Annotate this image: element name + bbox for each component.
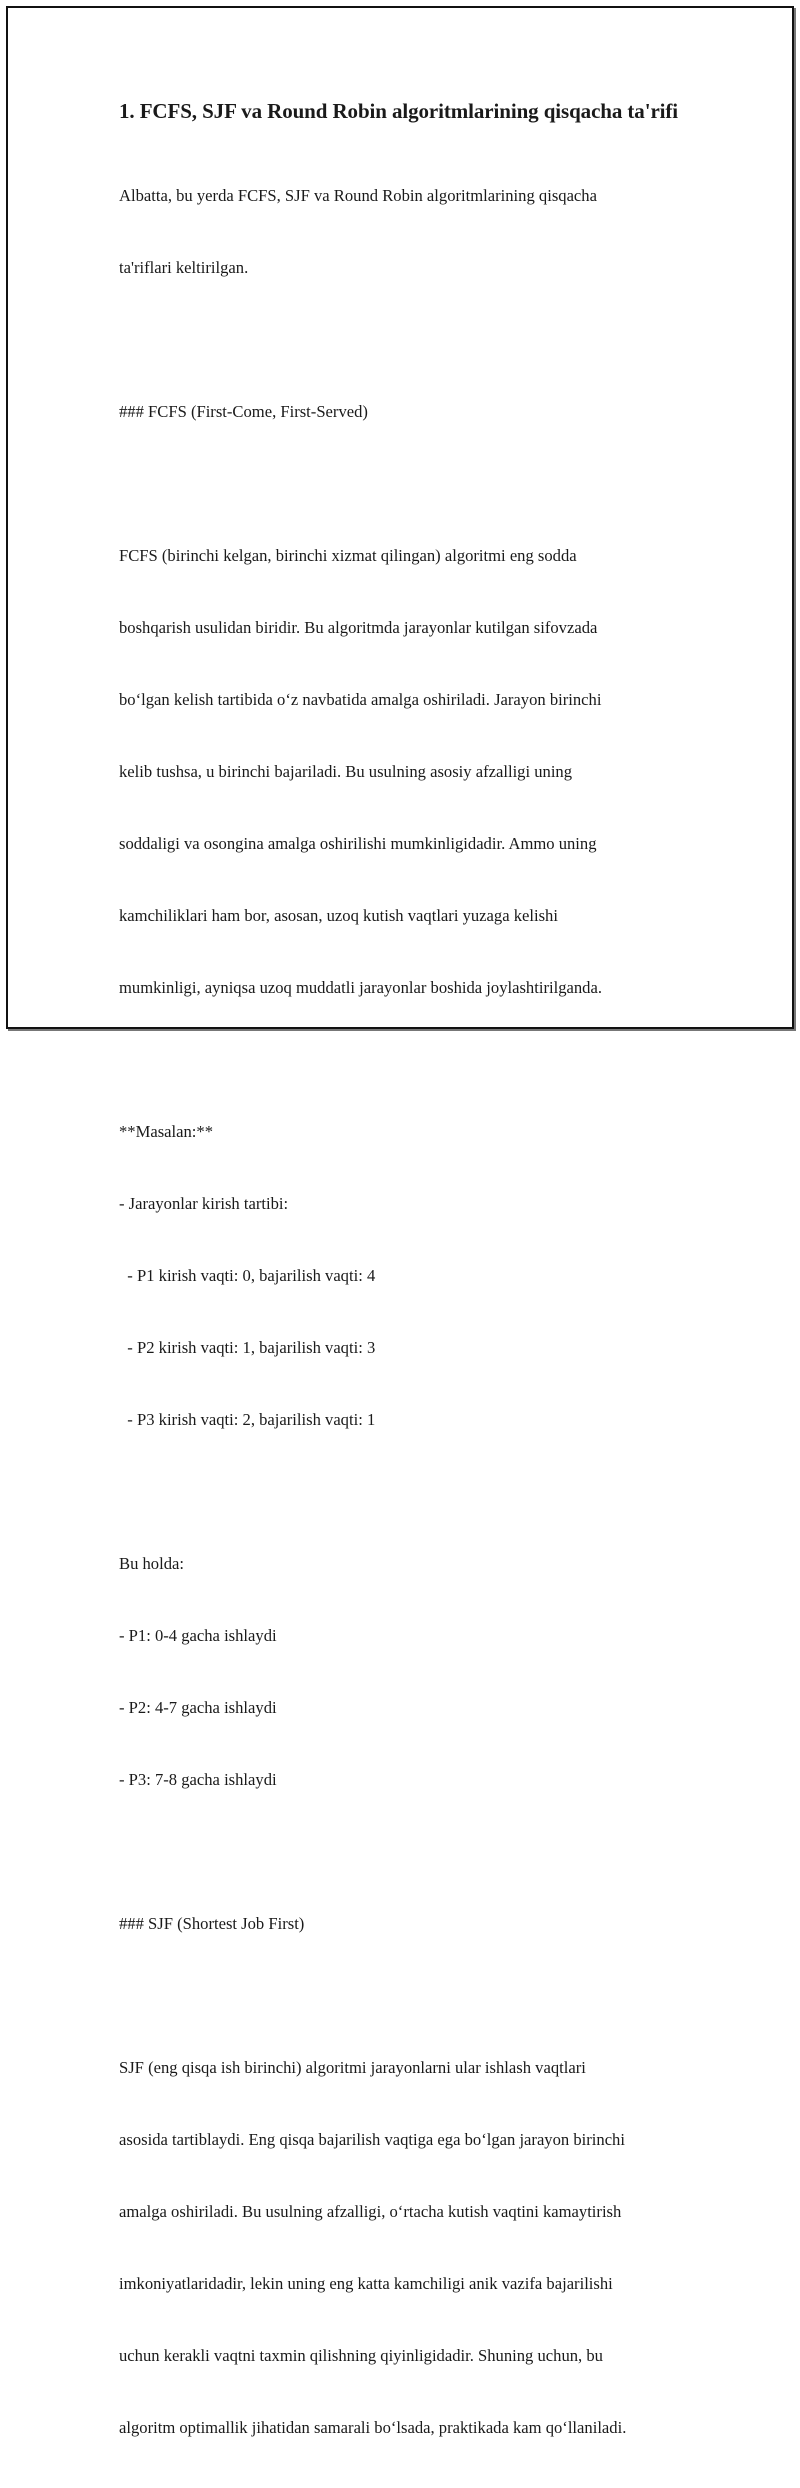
text-line: ta'riflari keltirilgan. (119, 258, 249, 277)
section-heading-fcfs: ### FCFS (First-Come, First-Served) (119, 402, 368, 421)
text-line: amalga oshiriladi. Bu usulning afzalligi, o‘rtacha kutish vaqtini kamaytirish (119, 2202, 622, 2221)
text-line: SJF (eng qisqa ish birinchi) algoritmi jarayonlarni ular ishlash vaqtlari (119, 2058, 586, 2077)
text-line: Bu holda: (119, 1554, 184, 1573)
text-line: soddaligi va osongina amalga oshirilishi mumkinligidadir. Ammo uning (119, 834, 597, 853)
list-item: - P2 kirish vaqti: 1, bajarilish vaqti: 3 (119, 1338, 376, 1357)
list-item: - P3 kirish vaqti: 2, bajarilish vaqti: 1 (119, 1410, 376, 1429)
page-frame (6, 6, 794, 2437)
text-line: kelib tushsa, u birinchi bajariladi. Bu usulning asosiy afzalligi uning (119, 762, 573, 781)
list-item: - P2: 4-7 gacha ishlaydi (119, 1698, 277, 1717)
text-line: boshqarish usulidan biridir. Bu algoritmda jarayonlar kutilgan sifovzada (119, 618, 598, 637)
document-title: 1. FCFS, SJF va Round Robin algoritmlarining qisqacha ta'rifi (119, 99, 679, 123)
blank-line (119, 472, 709, 496)
text-line: bo‘lgan kelish tartibida o‘z navbatida amalga oshiriladi. Jarayon birinchi (119, 690, 602, 709)
text-line: Albatta, bu yerda FCFS, SJF va Round Robin algoritmlarining qisqacha (119, 186, 597, 205)
text-line: algoritm optimallik jihatidan samarali bo‘lsada, praktikada kam qo‘llaniladi. (119, 2418, 627, 2437)
example-label: **Masalan:** (119, 1122, 214, 1141)
list-item: - P1: 0-4 gacha ishlaydi (119, 1626, 277, 1645)
text-line: FCFS (birinchi kelgan, birinchi xizmat qilingan) algoritmi eng sodda (119, 546, 577, 565)
document-content (119, 94, 709, 2488)
text-line: imkoniyatlaridadir, lekin uning eng katta kamchiligi anik vazifa bajarilishi (119, 2274, 613, 2293)
list-item: - Jarayonlar kirish tartibi: (119, 1194, 289, 1213)
blank-line (119, 1048, 709, 1072)
text-line: kamchiliklari ham bor, asosan, uzoq kutish vaqtlari yuzaga kelishi (119, 906, 558, 925)
list-item: - P1 kirish vaqti: 0, bajarilish vaqti: 4 (119, 1266, 376, 1285)
text-line: uchun kerakli vaqtni taxmin qilishning qiyinligidadir. Shuning uchun, bu (119, 2346, 603, 2365)
document-body (119, 136, 709, 2488)
text-line: mumkinligi, ayniqsa uzoq muddatli jarayonlar boshida joylashtirilganda. (119, 978, 602, 997)
blank-line (119, 1984, 709, 2008)
section-heading-sjf: ### SJF (Shortest Job First) (119, 1914, 305, 1933)
blank-line (119, 1840, 709, 1864)
text-line: asosida tartiblaydi. Eng qisqa bajarilish vaqtiga ega bo‘lgan jarayon birinchi (119, 2130, 625, 2149)
blank-line (119, 1480, 709, 1504)
list-item: - P3: 7-8 gacha ishlaydi (119, 1770, 277, 1789)
blank-line (119, 328, 709, 352)
